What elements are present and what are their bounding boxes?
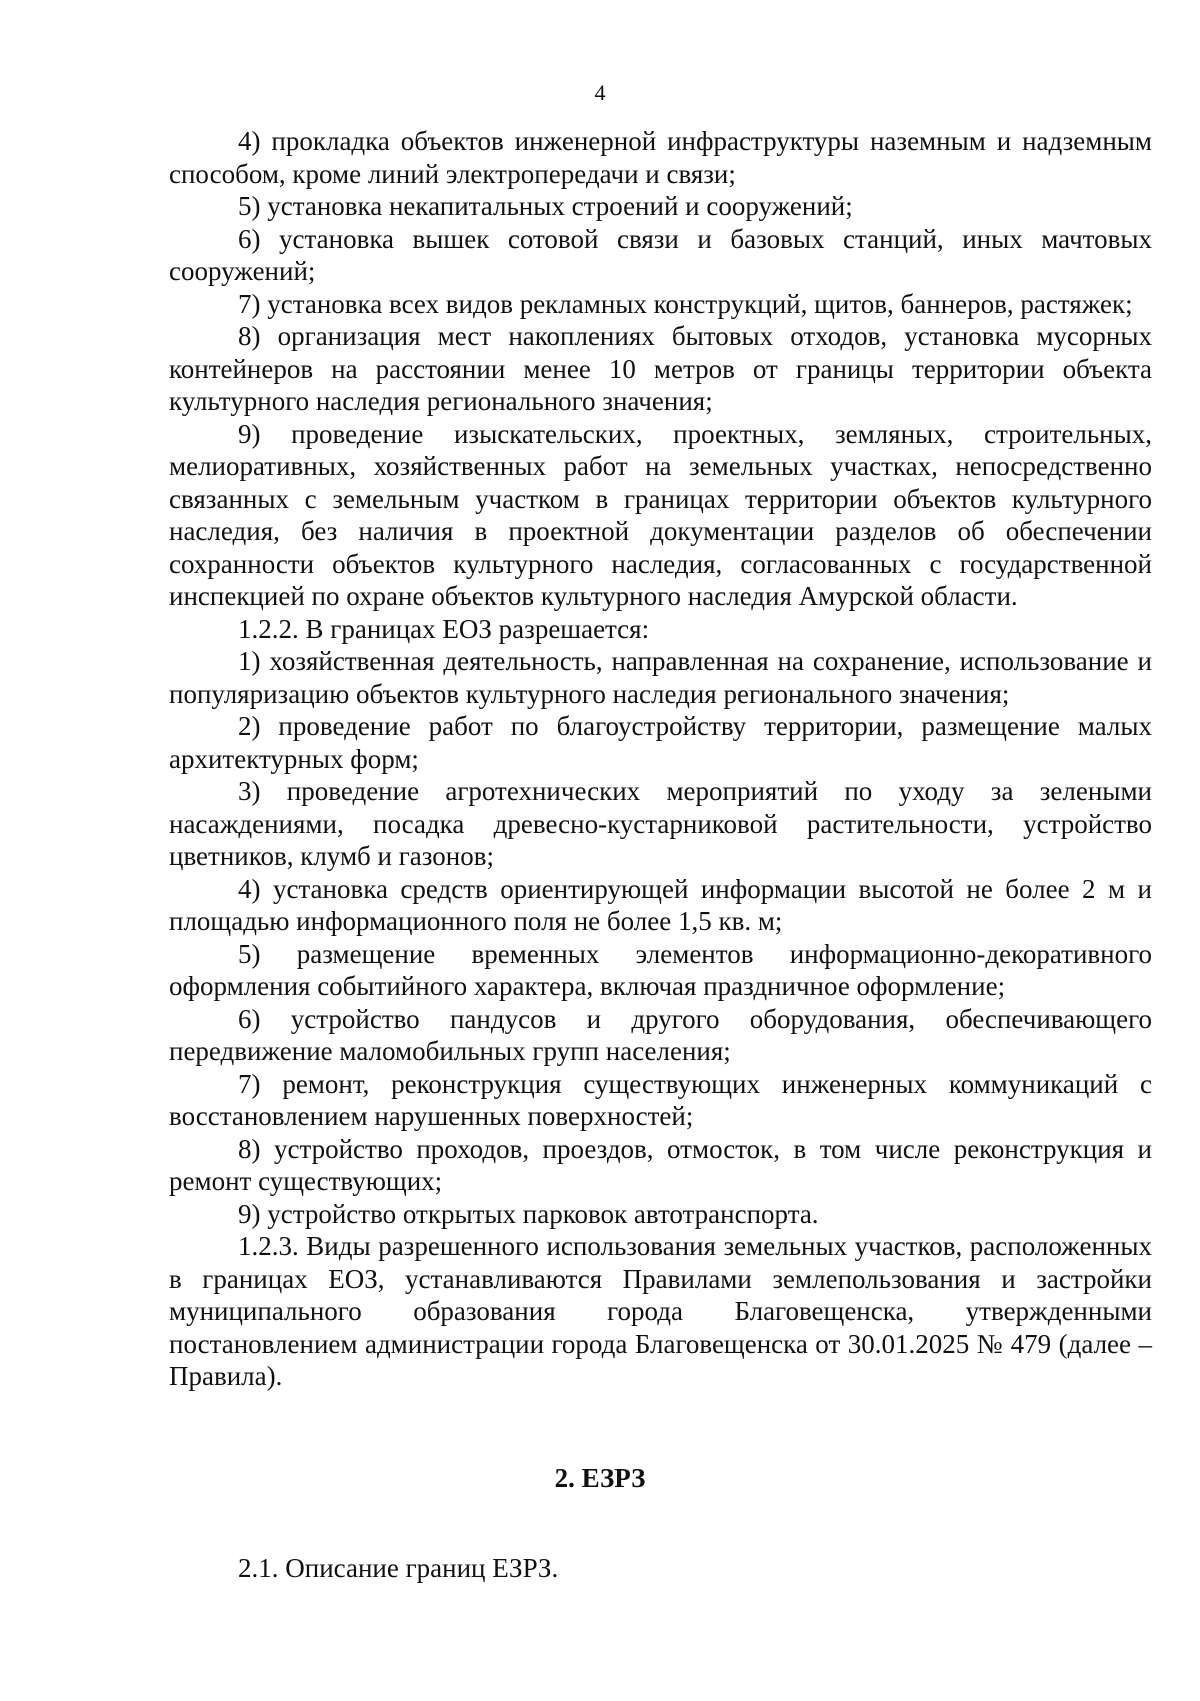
section-heading: 2. ЕЗРЗ — [554, 1463, 646, 1493]
paragraph: 5) установка некапитальных строений и сооружений; — [238, 191, 853, 221]
paragraph: 6) установка вышек сотовой связи и базовых станций, иных мачтовых сооружений; — [169, 223, 1152, 286]
paragraph: 5) размещение временных элементов информационно-декоративного оформления событийного характера, включая праздничное оформление; — [169, 938, 1152, 1001]
paragraph: 7) ремонт, реконструкция существующих инженерных коммуникаций с восстановлением нарушенных поверхностей; — [169, 1068, 1152, 1131]
paragraph: 8) организация мест накоплениях бытовых отходов, установка мусорных контейнеров на расстоянии менее 10 метров от границы территории объекта культурного наследия регионального значения; — [169, 321, 1152, 416]
paragraph: 4) прокладка объектов инженерной инфраструктуры наземным и надземным способом, кроме линий электропередачи и связи; — [169, 126, 1152, 189]
paragraph: 3) проведение агротехнических мероприятий по уходу за зелеными насаждениями, посадка древесно-кустарниковой растительности, устройство цветников, клумб и газонов; — [169, 776, 1152, 871]
paragraph: 6) устройство пандусов и другого оборудования, обеспечивающего передвижение маломобильных групп населения; — [169, 1003, 1152, 1066]
paragraph: 7) установка всех видов рекламных конструкций, щитов, баннеров, растяжек; — [238, 288, 1133, 319]
paragraph: 8) устройство проходов, проездов, отмосток, в том числе реконструкция и ремонт существующих; — [169, 1133, 1152, 1196]
paragraph: 9) устройство открытых парковок автотранспорта. — [238, 1198, 819, 1229]
body-text — [169, 125, 1152, 1393]
paragraph: 1.2.3. Виды разрешенного использования земельных участков, расположенных в границах ЕОЗ, устанавливаются Правилами землепользования и застройки муниципального образования города Благовещенска, утвержденными постановлением администрации города Благовещенска от 30.01.2025 № 479 (далее – Правила). — [169, 1231, 1152, 1391]
paragraph: 2) проведение работ по благоустройству территории, размещение малых архитектурных форм; — [169, 711, 1152, 774]
paragraph: 4) установка средств ориентирующей информации высотой не более 2 м и площадью информационного поля не более 1,5 кв. м; — [169, 873, 1152, 936]
page-number: 4 — [594, 80, 606, 105]
paragraph: 9) проведение изыскательских, проектных, земляных, строительных, мелиоративных, хозяйственных работ на земельных участках, непосредственно связанных с земельным участком в границах территории объектов культурного наследия, без наличия в проектной документации разделов об обеспечении сохранности объектов культурного наследия, согласованных с государственной инспекцией по охране объектов культурного наследия Амурской области. — [169, 418, 1152, 611]
subsection-title: 2.1. Описание границ ЕЗРЗ. — [238, 1553, 559, 1583]
paragraph: 1) хозяйственная деятельность, направленная на сохранение, использование и популяризацию объектов культурного наследия регионального значения; — [169, 646, 1152, 709]
paragraph: 1.2.2. В границах ЕОЗ разрешается: — [238, 613, 650, 644]
